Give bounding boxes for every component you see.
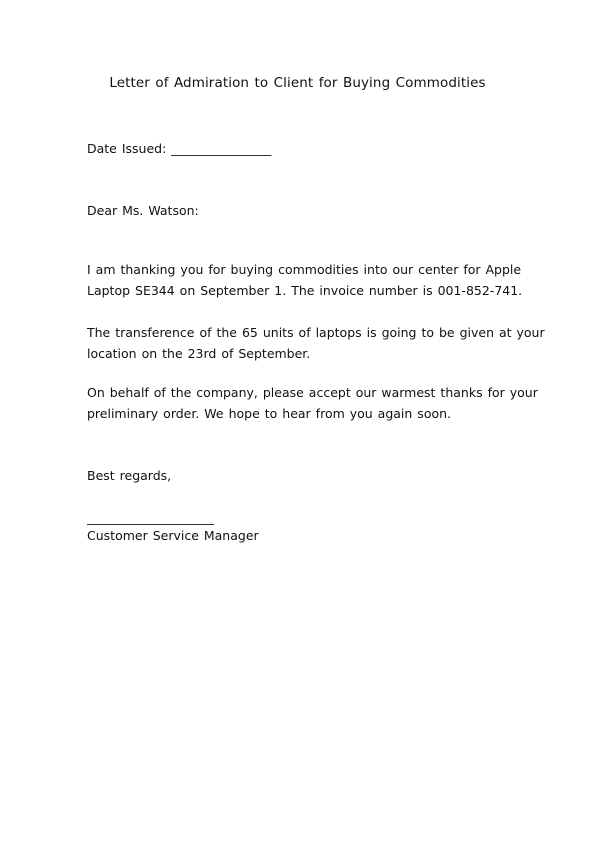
paragraph-3-line-2: preliminary order. We hope to hear from you again soon. (87, 406, 452, 421)
closing: Best regards, (87, 468, 172, 483)
salutation: Dear Ms. Watson: (87, 203, 199, 218)
signature-line: ______________________ (87, 510, 214, 525)
paragraph-2-line-2: location on the 23rd of September. (87, 346, 311, 361)
paragraph-2-line-1: The transference of the 65 units of laptops is going to be given at your (87, 325, 545, 340)
paragraph-3-line-1: On behalf of the company, please accept our warmest thanks for your (87, 385, 538, 400)
letter-title: Letter of Admiration to Client for Buying Commodities (109, 75, 486, 91)
signature-title: Customer Service Manager (87, 528, 259, 543)
date-issued-line: Date Issued: ________________ (87, 141, 272, 156)
paragraph-1-line-2: Laptop SE344 on September 1. The invoice number is 001-852-741. (87, 283, 523, 298)
paragraph-1-line-1: I am thanking you for buying commodities into our center for Apple (87, 262, 522, 277)
